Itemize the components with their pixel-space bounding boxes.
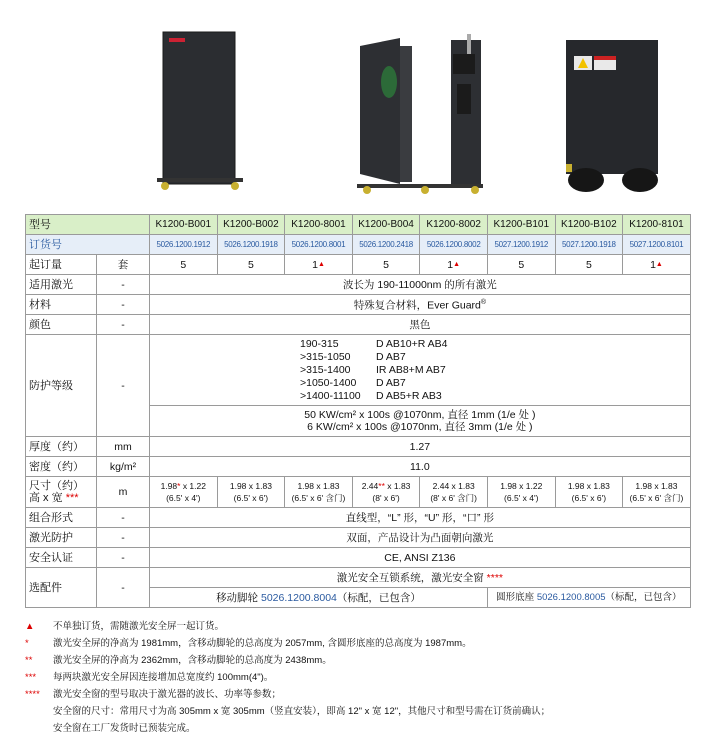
model-cell: K1200-B101 xyxy=(487,215,555,235)
model-label: 型号 xyxy=(26,215,150,235)
moq-cell: 1▲ xyxy=(285,255,353,275)
power-line-1: 50 KW/cm² x 100s @1070nm, 直径 1mm (1/e 处 ) xyxy=(304,409,536,421)
model-cell: K1200-B102 xyxy=(555,215,623,235)
thickness-row xyxy=(26,437,691,457)
moq-row xyxy=(26,255,691,275)
footnote: 安全窗的尺寸：常用尺寸为高 305mm x 宽 305mm（竖直安装），即高 12" x 宽 12"，其他尺寸和型号需在订货前确认； xyxy=(53,706,551,717)
size-row xyxy=(26,477,691,508)
combo-value: 直线型，“L” 形，“U” 形，“口” 形 xyxy=(150,508,691,528)
order-cell: 5026.1200.8002 xyxy=(420,235,488,255)
density-label: 密度（约） xyxy=(26,457,97,477)
panel-photo-door xyxy=(355,34,485,199)
triangle-marker-icon: ▲ xyxy=(453,260,461,268)
footnote: ▲ 不单独订货，需随激光安全屏一起订货。 xyxy=(25,621,225,632)
size-cell: 2.44 x 1.83 (8' x 6' 含门) xyxy=(420,477,488,508)
moq-label: 起订量 xyxy=(26,255,97,275)
model-cell: K1200-8101 xyxy=(623,215,691,235)
laser-row xyxy=(26,275,691,295)
thickness-value: 1.27 xyxy=(150,437,691,457)
moq-cell: 5 xyxy=(150,255,218,275)
material-value: 特殊复合材料，Ever Guard® xyxy=(150,295,691,315)
size-cell: 2.44** x 1.83 (8' x 6') xyxy=(352,477,420,508)
size-cell: 1.98* x 1.22 (6.5' x 4') xyxy=(150,477,218,508)
material-row xyxy=(26,295,691,315)
laser-protection-row xyxy=(26,528,691,548)
moq-cell: 5 xyxy=(487,255,555,275)
thickness-label: 厚度（约） xyxy=(26,437,97,457)
cert-row xyxy=(26,548,691,568)
cert-label: 安全认证 xyxy=(26,548,97,568)
size-cell: 1.98 x 1.83 (6.5' x 6') xyxy=(555,477,623,508)
order-cell: 5027.1200.1912 xyxy=(487,235,555,255)
size-cell: 1.98 x 1.83 (6.5' x 6' 含门) xyxy=(285,477,353,508)
accessory-wheel: 移动脚轮 5026.1200.8004（标配，已包含） xyxy=(150,588,488,608)
combo-unit: - xyxy=(97,508,150,528)
protection-levels xyxy=(150,335,691,406)
material-label: 材料 xyxy=(26,295,97,315)
combo-label: 组合形式 xyxy=(26,508,97,528)
thickness-unit: mm xyxy=(97,437,150,457)
laser-value: 波长为 190-11000nm 的所有激光 xyxy=(150,275,691,295)
laser-label: 适用激光 xyxy=(26,275,97,295)
cert-value: CE, ANSI Z136 xyxy=(150,548,691,568)
accessory-base: 圆形底座 5026.1200.8005（标配，已包含） xyxy=(487,588,690,608)
footnote: **** 激光安全窗的型号取决于激光器的波长、功率等参数； xyxy=(25,689,282,700)
protection-row xyxy=(26,335,691,406)
panel-photo-round-base xyxy=(560,38,670,198)
footnote: ** 激光安全屏的净高为 2362mm，含移动脚轮的总高度为 2438mm。 xyxy=(25,655,332,666)
density-unit: kg/m² xyxy=(97,457,150,477)
model-cell: K1200-8002 xyxy=(420,215,488,235)
moq-cell: 5 xyxy=(217,255,285,275)
product-photos xyxy=(0,0,717,208)
size-cell: 1.98 x 1.83 (6.5' x 6') xyxy=(217,477,285,508)
color-row xyxy=(26,315,691,335)
model-row xyxy=(26,215,691,235)
triangle-marker-icon: ▲ xyxy=(317,260,325,268)
order-cell: 5026.1200.8001 xyxy=(285,235,353,255)
combo-row xyxy=(26,508,691,528)
model-cell: K1200-B002 xyxy=(217,215,285,235)
footnote: *** 每两块激光安全屏因连接增加总宽度约 100mm(4")。 xyxy=(25,672,274,683)
laser-protection-unit: - xyxy=(97,528,150,548)
model-cell: K1200-8001 xyxy=(285,215,353,235)
triangle-marker-icon: ▲ xyxy=(655,260,663,268)
size-unit: m xyxy=(97,477,150,508)
order-cell: 5026.1200.1918 xyxy=(217,235,285,255)
model-cell: K1200-B001 xyxy=(150,215,218,235)
accessory-value: 激光安全互锁系统，激光安全窗 **** xyxy=(150,568,691,588)
laser-protection-value: 双面，产品设计为凸面朝向激光 xyxy=(150,528,691,548)
material-unit: - xyxy=(97,295,150,315)
moq-cell: 1▲ xyxy=(623,255,691,275)
registered-trademark-icon: ® xyxy=(480,299,487,307)
protection-unit: - xyxy=(97,335,150,437)
size-cell: 1.98 x 1.22 (6.5' x 4') xyxy=(487,477,555,508)
size-cell: 1.98 x 1.83 (6.5' x 6' 含门) xyxy=(623,477,691,508)
protection-label: 防护等级 xyxy=(26,335,97,437)
color-unit: - xyxy=(97,315,150,335)
color-label: 颜色 xyxy=(26,315,97,335)
footnote: * 激光安全屏的净高为 1981mm，含移动脚轮的总高度为 2057mm, 含圆形底座的总高度为 1987mm。 xyxy=(25,638,472,649)
spec-table xyxy=(25,214,691,608)
color-value: 黑色 xyxy=(150,315,691,335)
protection-line: >1400-11100 D AB5+R AB3 xyxy=(300,389,442,402)
moq-cell: 1▲ xyxy=(420,255,488,275)
panel-photo-single xyxy=(155,28,245,193)
order-label: 订货号 xyxy=(26,235,150,255)
protection-line: >315-1400 IR AB8+M AB7 xyxy=(300,363,446,376)
power-line-2: 6 KW/cm² x 100s @1070nm, 直径 3mm (1/e 处 ) xyxy=(307,421,533,433)
size-label: 尺寸（约） 高 x 宽 *** xyxy=(26,477,97,508)
protection-line: >315-1050 D AB7 xyxy=(300,350,406,363)
protection-line: >1050-1400 D AB7 xyxy=(300,376,406,389)
protection-line: 190-315 D AB10+R AB4 xyxy=(300,337,448,350)
density-value: 11.0 xyxy=(150,457,691,477)
order-cell: 5027.1200.1918 xyxy=(555,235,623,255)
density-row xyxy=(26,457,691,477)
order-row xyxy=(26,235,691,255)
moq-unit: 套 xyxy=(97,255,150,275)
moq-cell: 5 xyxy=(352,255,420,275)
laser-unit: - xyxy=(97,275,150,295)
order-cell: 5026.1200.2418 xyxy=(352,235,420,255)
cert-unit: - xyxy=(97,548,150,568)
order-cell: 5027.1200.8101 xyxy=(623,235,691,255)
order-cell: 5026.1200.1912 xyxy=(150,235,218,255)
laser-protection-label: 激光防护 xyxy=(26,528,97,548)
accessory-label: 选配件 xyxy=(26,568,97,608)
accessory-unit: - xyxy=(97,568,150,608)
model-cell: K1200-B004 xyxy=(352,215,420,235)
footnote: 安全窗在工厂发货时已预装完成。 xyxy=(53,723,196,734)
footnotes xyxy=(25,618,705,737)
moq-cell: 5 xyxy=(555,255,623,275)
power-values xyxy=(150,406,691,437)
accessory-row xyxy=(26,568,691,588)
